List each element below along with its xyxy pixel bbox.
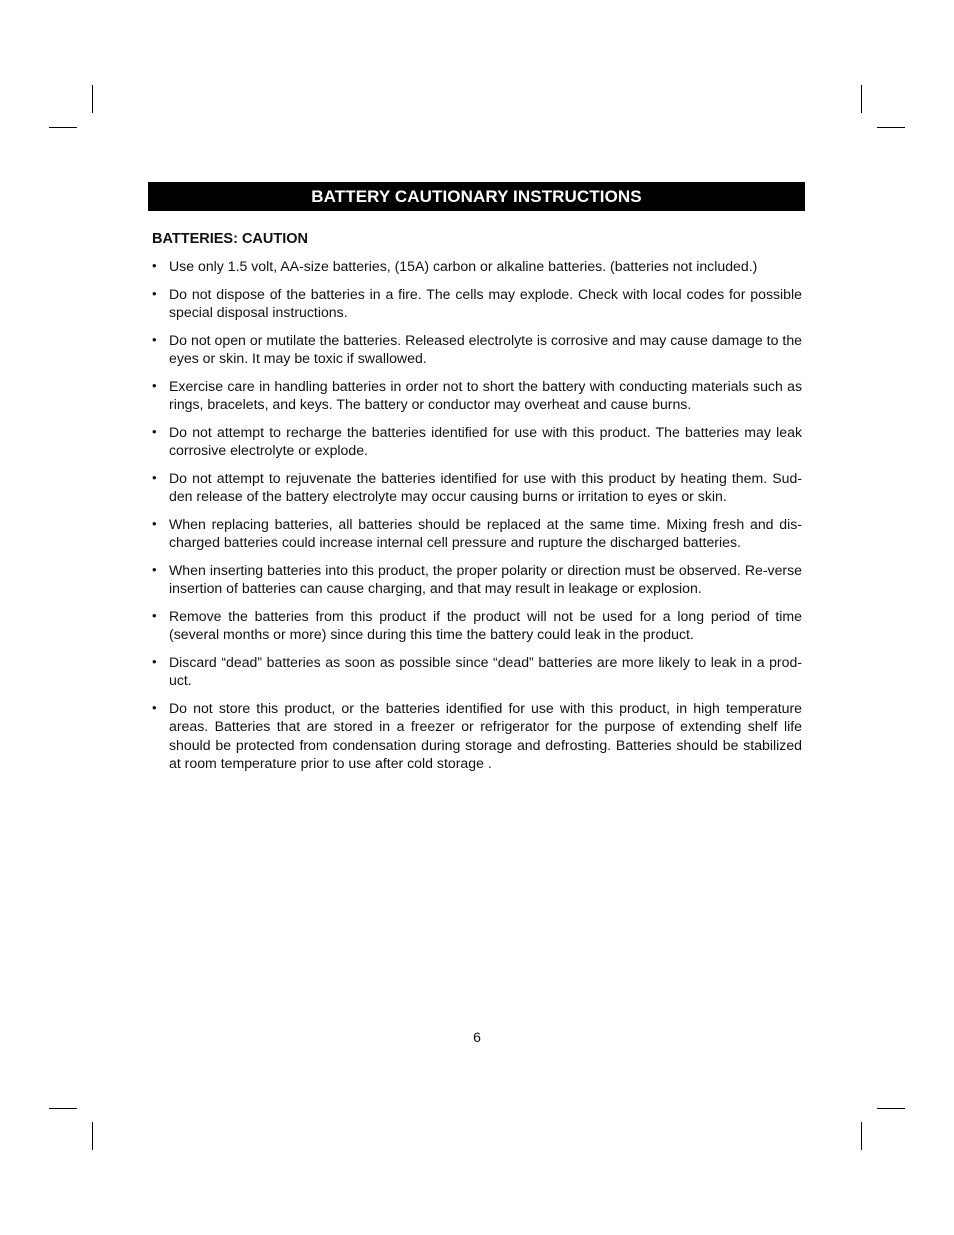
list-item-text: Do not attempt to rejuvenate the batteries identified for use with this product by heating them. Sud-den release of the battery electrolyte may occur causing burns or irritation to eyes or skin. [169,469,802,504]
list-item-text: Do not dispose of the batteries in a fire. The cells may explode. Check with local codes for possible special disposal instructions. [169,285,802,320]
caution-list [150,257,802,782]
list-item [150,285,802,322]
list-item [150,257,802,276]
bullet-icon: • [152,377,157,393]
bullet-icon: • [152,331,157,347]
list-item-text: Discard “dead” batteries as soon as possible since “dead” batteries are more likely to leak in a prod-uct. [169,653,802,688]
bullet-icon: • [152,699,157,715]
crop-mark-bottom-left-vertical [92,1122,93,1150]
bullet-icon: • [152,469,157,485]
list-item-text: When inserting batteries into this product, the proper polarity or direction must be observed. Re-verse insertion of batteries can cause charging, and that may result in leakage or explosion. [169,561,802,596]
crop-mark-top-left-horizontal [49,127,77,128]
list-item-text: When replacing batteries, all batteries should be replaced at the same time. Mixing fresh and dis-charged batteries could increase internal cell pressure and rupture the discharged batteries. [169,515,802,550]
list-item [150,423,802,460]
crop-mark-top-right-vertical [861,85,862,113]
list-item [150,561,802,598]
list-item [150,377,802,414]
list-item-text: Exercise care in handling batteries in order not to short the battery with conducting materials such as rings, bracelets, and keys. The battery or conductor may overheat and cause burns. [169,377,802,412]
list-item [150,515,802,552]
list-item-text: Remove the batteries from this product if the product will not be used for a long period of time (several months or more) since during this time the battery could leak in the product. [169,607,802,642]
crop-mark-bottom-left-horizontal [49,1108,77,1109]
section-heading: BATTERIES: CAUTION [152,231,309,247]
bullet-icon: • [152,653,157,669]
page-number: 6 [473,1029,481,1045]
list-item [150,653,802,690]
list-item [150,469,802,506]
list-item-text: Do not store this product, or the batteries identified for use with this product, in high temperature areas. Batteries that are stored in a freezer or refrigerator for the purpose of extending shelf life should be protected from condensation during storage and defrosting. Batteries should be stabilized at room temperature prior to use after cold storage . [169,699,802,771]
bullet-icon: • [152,607,157,623]
crop-mark-bottom-right-vertical [861,1122,862,1150]
bullet-icon: • [152,285,157,301]
bullet-icon: • [152,423,157,439]
list-item-text: Do not open or mutilate the batteries. Released electrolyte is corrosive and may cause damage to the eyes or skin. It may be toxic if swallowed. [169,331,802,366]
title-bar: BATTERY CAUTIONARY INSTRUCTIONS [148,182,805,211]
bullet-icon: • [152,258,157,273]
list-item [150,331,802,368]
bullet-icon: • [152,515,157,531]
crop-mark-bottom-right-horizontal [877,1108,905,1109]
crop-mark-top-left-vertical [92,85,93,113]
crop-mark-top-right-horizontal [877,127,905,128]
list-item [150,607,802,644]
list-item-text: Do not attempt to recharge the batteries identified for use with this product. The batteries may leak corrosive electrolyte or explode. [169,423,802,458]
bullet-icon: • [152,561,157,577]
list-item-text: Use only 1.5 volt, AA-size batteries, (15A) carbon or alkaline batteries. (batteries not included.) [169,258,758,274]
list-item [150,699,802,773]
